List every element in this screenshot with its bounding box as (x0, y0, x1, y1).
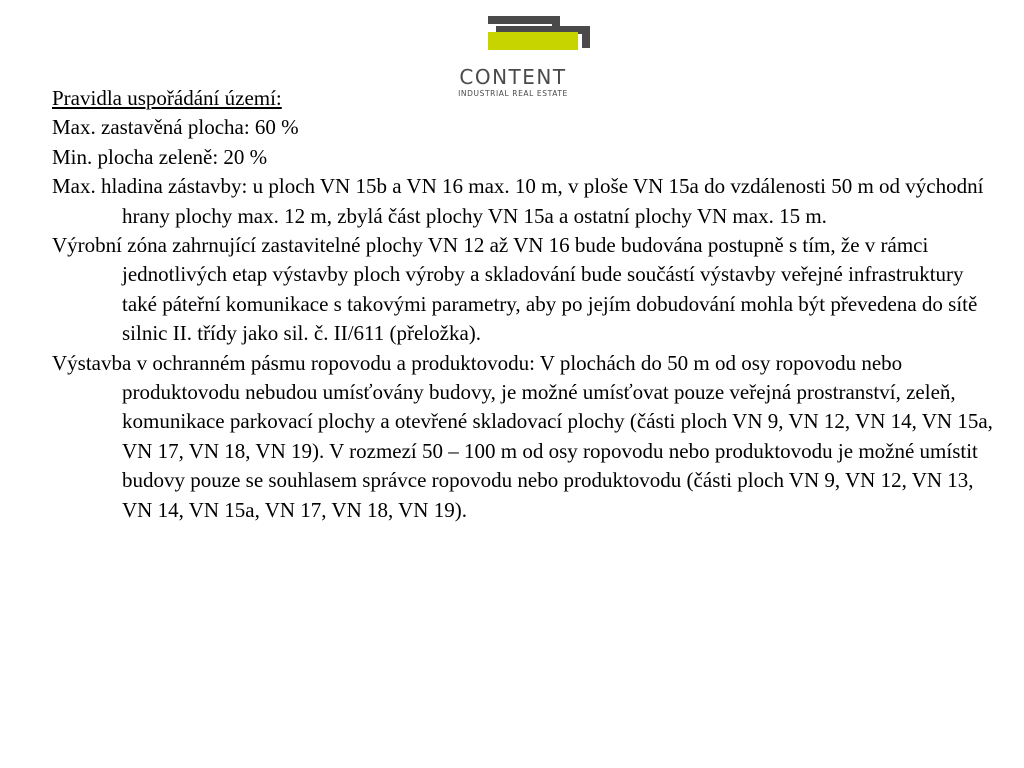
rules-text (52, 84, 1002, 525)
logo-mark-icon (488, 16, 608, 66)
paragraph-pipeline-protection-zone: Výstavba v ochranném pásmu ropovodu a produktovodu: V plochách do 50 m od osy ropovodu nebo produktovodu nebudou umísťovány budovy, je možné umísťovat pouze veřejná prostranství, zeleň, komunikace parkovací plochy a otevřené skladovací plochy (části ploch VN 9, VN 12, VN 14, VN 15a, VN 17, VN 18, VN 19). V rozmezí 50 – 100 m od osy ropovodu nebo produktovodu je možné umístit budovy pouze se souhlasem správce ropovodu nebo produktovodu (části ploch VN 9, VN 12, VN 13, VN 14, VN 15a, VN 17, VN 18, VN 19). (52, 350, 993, 522)
company-logo (448, 16, 578, 98)
paragraph-max-built-area: Max. zastavěná plocha: 60 % (52, 115, 299, 140)
paragraph-min-green-area: Min. plocha zeleně: 20 % (52, 144, 268, 169)
logo-wordmark: CONTENT (459, 65, 567, 89)
logo-tagline: INDUSTRIAL REAL ESTATE (458, 89, 568, 98)
paragraph-max-building-height: Max. hladina zástavby: u ploch VN 15b a VN 16 max. 10 m, v ploše VN 15a do vzdálenosti 50 m od východní hrany plochy max. 12 m, zbylá část plochy VN 15a a ostatní plochy VN max. 15 m. (52, 174, 984, 228)
paragraph-production-zone: Výrobní zóna zahrnující zastavitelné plochy VN 12 až VN 16 bude budována postupně s tím, že v rámci jednotlivých etap výstavby ploch výroby a skladování bude součástí výstavby veřejné infrastruktury také páteřní komunikace s takovými parametry, aby po jejím dobudování mohla být převedena do sítě silnic II. třídy jako sil. č. II/611 (přeložka). (52, 233, 978, 346)
section-heading: Pravidla uspořádání území: (52, 86, 282, 110)
